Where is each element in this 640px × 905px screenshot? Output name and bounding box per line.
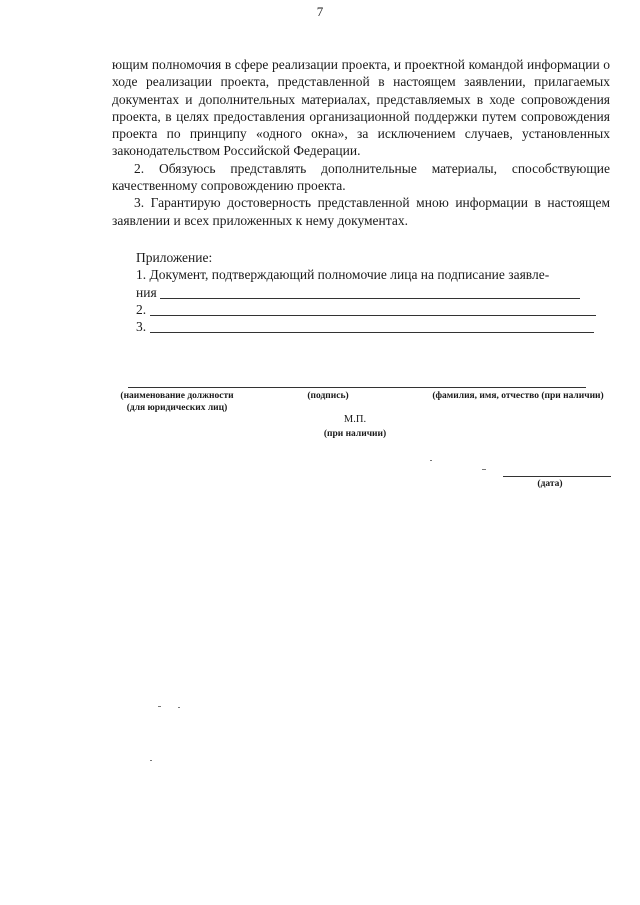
appendix-item-2 (136, 301, 610, 318)
paragraph-3: 3. Гарантирую достоверность представленной мною информации в настоящем заявлении и всех приложенных к нему документах. (112, 195, 610, 228)
scan-speck (158, 706, 161, 707)
paragraph-1: ющим полномочия в сфере реализации проекта, и проектной командой информации о ходе реализации проекта, представленной в настоящем заявлении, прилагаемых документах и дополнительных материалах, представляемых в ходе сопровождения проекта, в целях предоставления организационной поддержки путем сопровождения проекта по принципу «одного окна», за исключением случаев, установленных законодательством Российской Федерации. (112, 57, 610, 159)
date-line (503, 476, 611, 477)
name-label: (фамилия, имя, отчество (при наличии) (432, 391, 604, 401)
paragraph-2: 2. Обязуюсь представлять дополнительные материалы, способствующие качественному сопровождению проекта. (112, 160, 610, 194)
stamp-label: М.П. (343, 414, 367, 425)
position-label (102, 390, 252, 414)
signature-line (128, 387, 586, 388)
appendix-section (112, 249, 610, 335)
body-text (112, 56, 610, 229)
stamp-note: (при наличии) (323, 429, 387, 439)
position-label-line-1: (наименование должности (120, 391, 234, 401)
appendix-item-3-fill-line (150, 332, 594, 333)
appendix-item-1-text-cont: ния (136, 284, 157, 300)
appendix-item-3-number: 3. (136, 319, 147, 335)
scan-speck (150, 760, 152, 761)
scan-speck (482, 469, 486, 470)
appendix-item-2-fill-line (150, 315, 596, 316)
page-number: 7 (316, 4, 324, 19)
appendix-item-3 (136, 318, 610, 335)
appendix-item-1 (136, 266, 610, 283)
appendix-item-1-continuation (136, 284, 610, 301)
appendix-item-1-fill-line (160, 298, 580, 299)
appendix-item-2-number: 2. (136, 301, 147, 317)
date-label: (дата) (537, 479, 563, 489)
appendix-item-1-text: 1. Документ, подтверждающий полномочие лица на подписание заявле- (136, 267, 550, 283)
scan-speck (178, 707, 180, 708)
appendix-title: Приложение: (136, 250, 213, 265)
scan-speck (430, 460, 432, 461)
signature-label: (подпись) (307, 391, 349, 401)
position-label-line-2: (для юридических лиц) (126, 403, 228, 413)
